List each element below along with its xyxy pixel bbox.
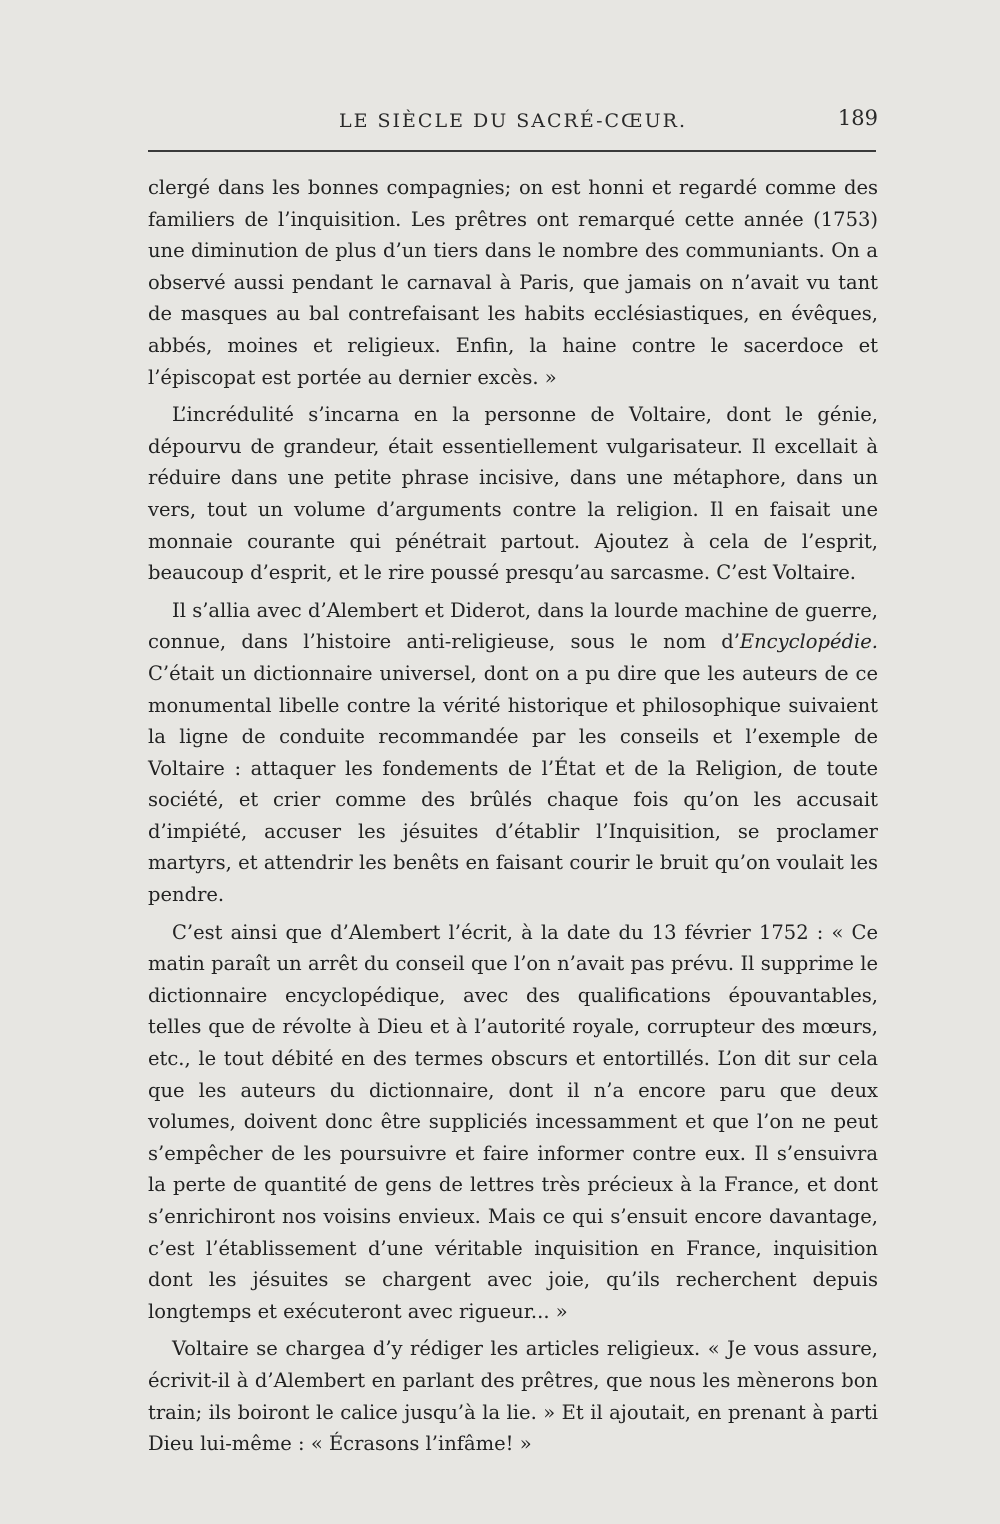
paragraph-2: L’incrédulité s’incarna en la personne de Voltaire, dont le génie, dépourvu de grandeur, était essentiellement vulgarisateur. Il excellait à réduire dans une petite phrase incisive, dans une métaphore, dans un vers, tout un volume d’arguments contre la religion. Il en faisait une monnaie courante qui pénétrait partout. Ajoutez à cela de l’esprit, beaucoup d’esprit, et le rire poussé presqu’au sarcasme. C’est Voltaire. [148,403,878,585]
running-head [148,104,878,140]
header-rule [148,150,876,152]
body-text [148,172,878,1466]
paragraph-3-start: Il s’allia avec d’Alembert et Diderot, dans la lourde machine de guerre, connue, dans l’histoire anti-religieuse, sous le nom d’ [148,598,878,654]
encyclopedie-title: Encyclopédie. [739,630,878,654]
running-title: LE SIÈCLE DU SACRÉ-CŒUR. [339,110,687,132]
paragraph-4: C’est ainsi que d’Alembert l’écrit, à la date du 13 février 1752 : « Ce matin paraît un arrêt du conseil que l’on n’avait pas prévu. Il supprime le dictionnaire encyclopédique, avec des qualifications épouvantables, telles que de révolte à Dieu et à l’autorité royale, corrupteur des mœurs, etc., le tout débité en des termes obscurs et entortillés. L’on dit sur cela que les auteurs du dictionnaire, dont il n’a encore paru que deux volumes, doivent donc être suppliciés incessamment et que l’on ne peut s’empêcher de les poursuivre et faire informer contre eux. Il s’ensuivra la perte de quantité de gens de lettres très précieux à la France, et dont s’enrichiront nos voisins envieux. Mais ce qui s’ensuit encore davantage, c’est l’établissement d’une véritable inquisition en France, inquisition dont les jésuites se chargent avec joie, qu’ils recherchent depuis longtemps et exécuteront avec rigueur... » [148,920,878,1323]
paragraph-5: Voltaire se chargea d’y rédiger les articles religieux. « Je vous assure, écrivit-il à d’Alembert en parlant des prêtres, que nous les mènerons bon train; ils boiront le calice jusqu’à la lie. » Et il ajoutait, en prenant à parti Dieu lui-même : « Écrasons l’infâme! » [148,1337,878,1456]
paragraph-3 [148,595,878,911]
paragraph-3-end: C’était un dictionnaire universel, dont on a pu dire que les auteurs de ce monumental libelle contre la vérité historique et philosophique suivaient la ligne de conduite recommandée par les conseils et l’exemple de Voltaire : attaquer les fondements de l’État et de la Religion, de toute société, et crier comme des brûlés chaque fois qu’on les accusait d’impiété, accuser les jésuites d’établir l’Inquisition, se proclamer martyrs, et attendrir les benêts en faisant courir le bruit qu’on voulait les pendre. [148,661,878,907]
paragraph-1: clergé dans les bonnes compagnies; on est honni et regardé comme des familiers de l’inquisition. Les prêtres ont remarqué cette année (1753) une diminution de plus d’un tiers dans le nombre des communiants. On a observé aussi pendant le carnaval à Paris, que jamais on n’avait vu tant de masques au bal contrefaisant les habits ecclésiastiques, en évêques, abbés, moines et religieux. Enfin, la haine contre le sacerdoce et l’épiscopat est portée au dernier excès. » [148,176,878,389]
page-number: 189 [837,106,878,130]
